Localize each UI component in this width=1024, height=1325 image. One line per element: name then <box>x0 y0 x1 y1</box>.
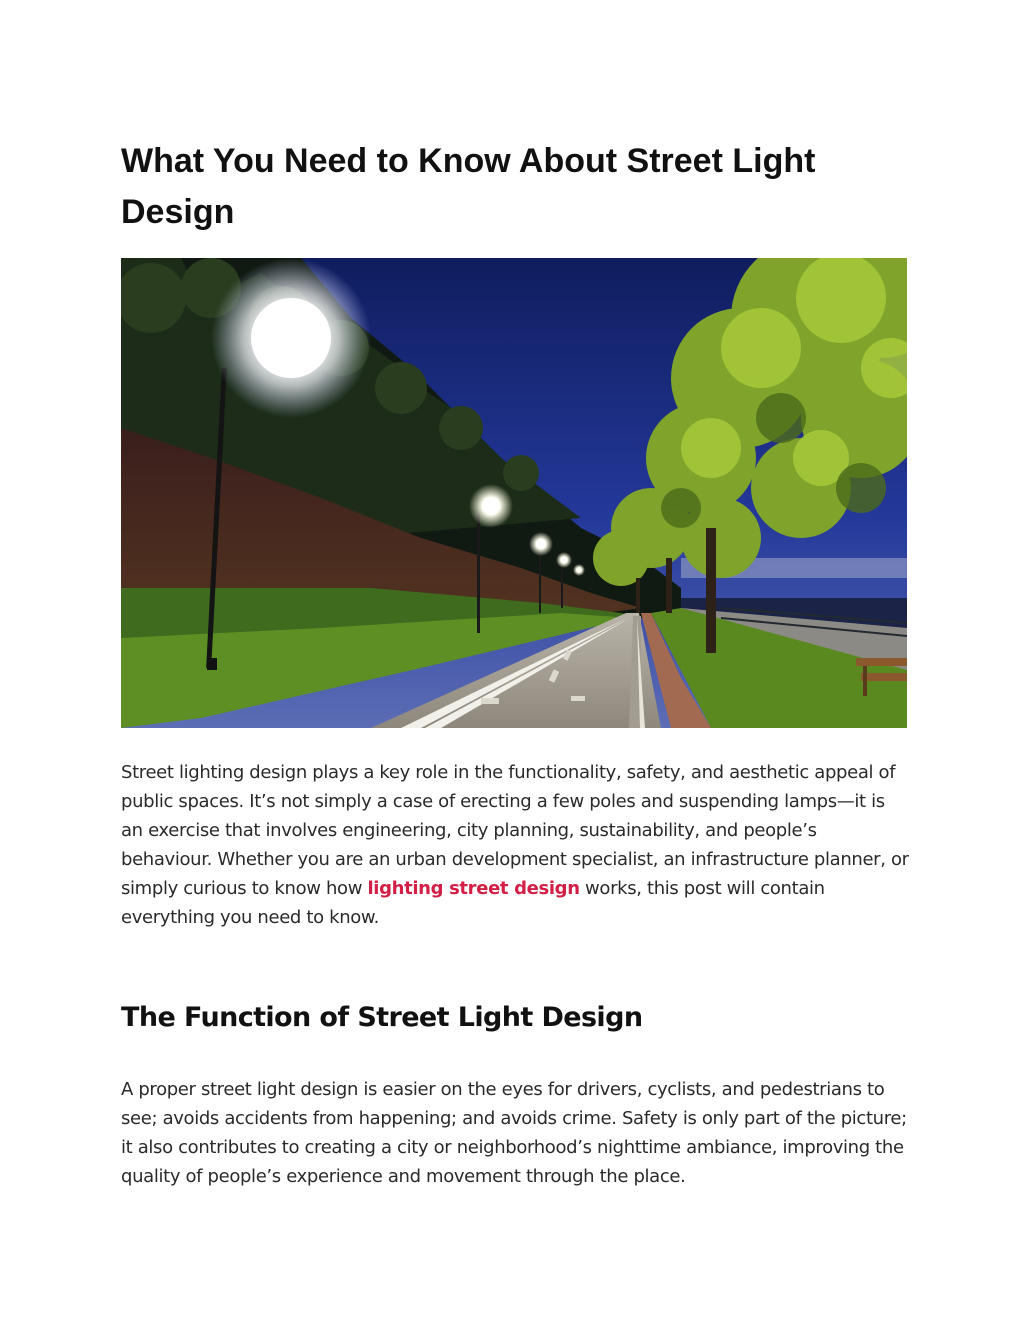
street-light-photo <box>121 258 907 728</box>
intro-text-before-link: Street lighting design plays a key role in the functionality, safety, and aesthetic appeal of public spaces. It’s not simply a case of erecting a few poles and suspending lamps—it is an exercise that involves engineering, city planning, sustainability, and people’s behaviour. Whether you are an urban development specialist, an infrastructure planner, or simply curious to know how <box>121 762 909 899</box>
section-paragraph: A proper street light design is easier on the eyes for drivers, cyclists, and pedestrians to see; avoids accidents from happening; and avoids crime. Safety is only part of the picture; it also contributes to creating a city or neighborhood’s nighttime ambiance, improving the quality of people’s experience and movement through the place. <box>121 1079 907 1187</box>
section-heading: The Function of Street Light Design <box>121 1002 643 1033</box>
intro-paragraph <box>121 758 911 932</box>
lighting-street-design-link[interactable]: lighting street design <box>367 878 580 899</box>
intro-text-after-link: works, this post will contain everything you need to know. <box>121 878 825 928</box>
article-title: What You Need to Know About Street Light Design <box>121 142 816 231</box>
